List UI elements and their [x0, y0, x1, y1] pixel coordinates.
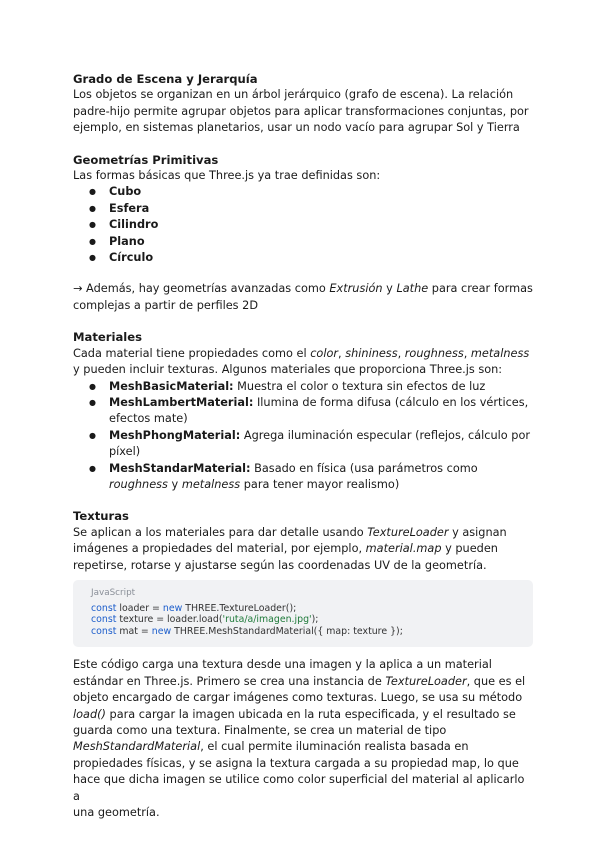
- code-line: const loader = new THREE.TextureLoader();: [91, 602, 297, 614]
- section-title: Texturas: [73, 509, 129, 524]
- code-line: const texture = loader.load('ruta/a/imagen.jpg');: [91, 614, 319, 626]
- advanced-geometries-note: → Además, hay geometrías avanzadas como Extrusión y Lathe para crear formas complejas a partir de perfiles 2D: [73, 282, 533, 312]
- section-title: Materiales: [73, 330, 143, 345]
- code-line: const mat = new THREE.MeshStandardMaterial({ map: texture });: [91, 625, 403, 637]
- section-textures: [73, 508, 533, 821]
- list-item: ● Cubo: [73, 184, 533, 200]
- list-item: ● Esfera: [73, 201, 533, 217]
- document-page: [73, 71, 533, 821]
- section-title: Grado de Escena y Jerarquía: [73, 72, 258, 86]
- code-language-label: JavaScript: [91, 587, 136, 598]
- paragraph: Las formas básicas que Three.js ya trae definidas son:: [73, 169, 381, 183]
- section-materials: [73, 329, 533, 493]
- section-scene-graph: [73, 71, 533, 137]
- paragraph: Se aplican a los materiales para dar detalle usando TextureLoader y asignan imágenes a propiedades del material, por ejemplo, material.map y pueden repetirse, rotarse y ajustarse según las coordenadas UV de la geometría.: [73, 525, 507, 572]
- list-item: ● Plano: [73, 234, 533, 250]
- list-item: ● Cilindro: [73, 217, 533, 233]
- list-item: ● MeshStandarMaterial: Basado en física (usa parámetros como roughness y metalness para tener mayor realismo): [73, 461, 533, 494]
- geometry-list: [73, 184, 533, 266]
- section-primitive-geometries: [73, 152, 533, 315]
- list-item: ● Círculo: [73, 250, 533, 266]
- list-item: ● MeshBasicMaterial: Muestra el color o textura sin efectos de luz: [73, 379, 533, 395]
- code-block[interactable]: [73, 580, 533, 647]
- section-title: Geometrías Primitivas: [73, 152, 219, 167]
- paragraph: Los objetos se organizan en un árbol jerárquico (grafo de escena). La relación padre-hijo permite agrupar objetos para aplicar transformaciones conjuntas, por ejemplo, en sistemas planetarios, usar un nodo vacío para agrupar Sol y Tierra: [73, 88, 529, 135]
- list-item: ● MeshLambertMaterial: Ilumina de forma difusa (cálculo en los vértices, efectos mate): [73, 395, 533, 428]
- materials-list: [73, 379, 533, 494]
- paragraph: Cada material tiene propiedades como el color, shininess, roughness, metalness y pueden incluir texturas. Algunos materiales que proporciona Three.js son:: [73, 346, 530, 377]
- list-item: ● MeshPhongMaterial: Agrega iluminación especular (reflejos, cálculo por píxel): [73, 428, 533, 461]
- paragraph: Este código carga una textura desde una imagen y la aplica a un material estándar en Three.js. Primero se crea una instancia de TextureLoader, que es el objeto encargado de cargar imágenes como texturas. Luego, se usa su método load() para cargar la imagen ubicada en la ruta especificada, y el resultado se guarda como una textura. Finalmente, se crea un material de tipo MeshStandardMaterial, el cual permite iluminación realista basada en propiedades físicas, y se asigna la textura cargada a su propiedad map, lo que hace que dicha imagen se utilice como color superficial del material al aplicarlo a una geometría.: [73, 658, 526, 819]
